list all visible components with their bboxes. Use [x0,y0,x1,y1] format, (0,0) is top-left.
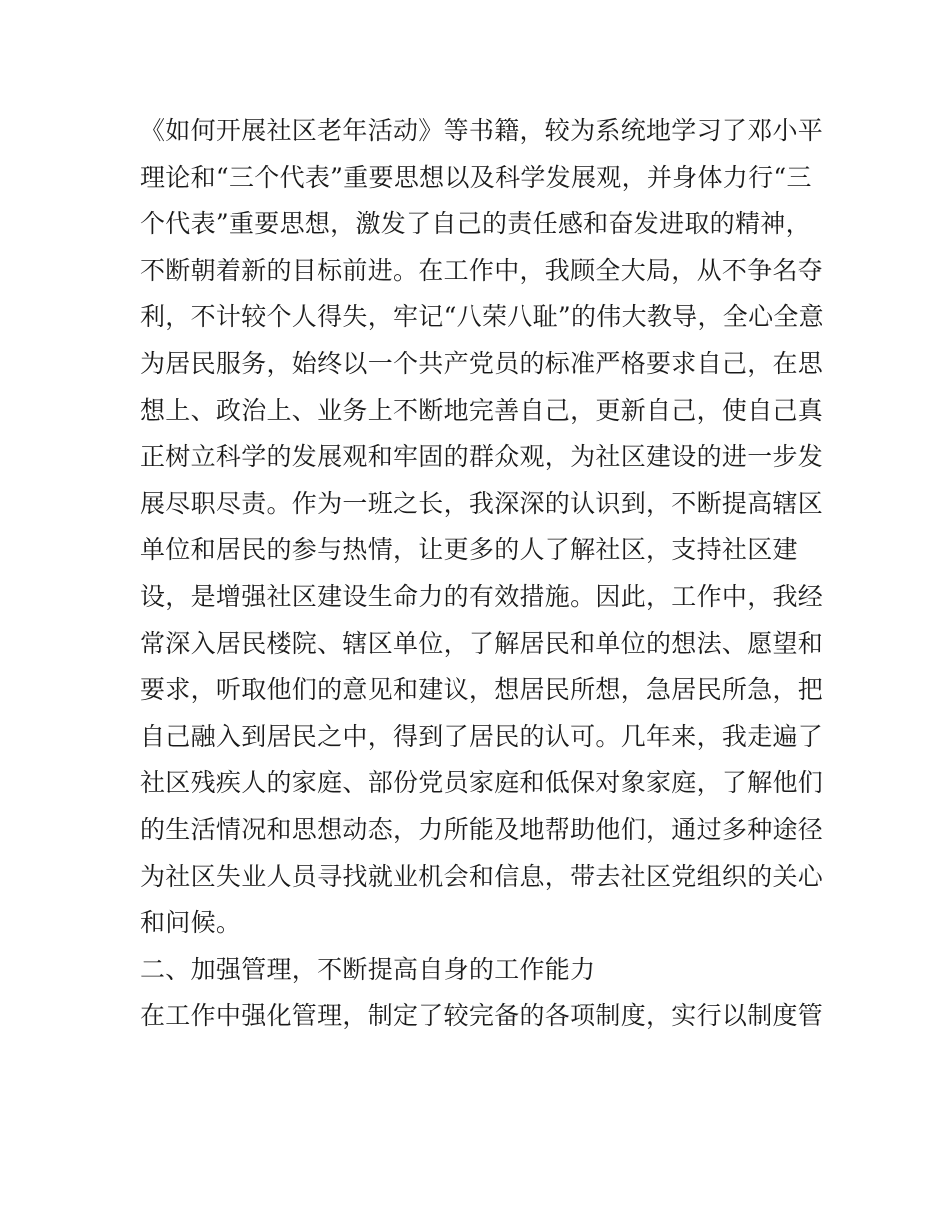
text-line: 单位和居民的参与热情，让更多的人了解社区，支持社区建 [140,535,798,565]
text-line: 想上、政治上、业务上不断地完善自己，更新自己，使自己真 [140,395,824,425]
text-line: 为社区失业人员寻找就业机会和信息，带去社区党组织的关心 [140,861,824,891]
text-line: 和问候。 [140,908,242,938]
text-line: 不断朝着新的目标前进。在工作中，我顾全大局，从不争名夺 [140,255,824,285]
text-line: 的生活情况和思想动态，力所能及地帮助他们，通过多种途径 [140,814,824,844]
text-line: 个代表”重要思想，激发了自己的责任感和奋发进取的精神， [140,209,811,239]
text-line: 理论和“三个代表”重要思想以及科学发展观，并身体力行“三 [140,162,812,192]
text-line: 设，是增强社区建设生命力的有效措施。因此，工作中，我经 [140,581,824,611]
text-line: 常深入居民楼院、辖区单位，了解居民和单位的想法、愿望和 [140,628,824,658]
text-line: 利，不计较个人得失，牢记“八荣八耻”的伟大教导，全心全意 [140,302,824,332]
text-line: 展尽职尽责。作为一班之长，我深深的认识到，不断提高辖区 [140,488,824,518]
text-line: 正树立科学的发展观和牢固的群众观，为社区建设的进一步发 [140,442,824,472]
text-line: 自己融入到居民之中，得到了居民的认可。几年来，我走遍了 [140,721,824,751]
text-line: 为居民服务，始终以一个共产党员的标准严格要求自己，在思 [140,348,824,378]
document-body [140,108,824,1040]
section-heading: 二、加强管理，不断提高自身的工作能力 [140,954,596,984]
text-line: 要求，听取他们的意见和建议，想居民所想，急居民所急，把 [140,675,824,705]
text-line: 社区残疾人的家庭、部份党员家庭和低保对象家庭，了解他们 [140,768,824,798]
text-line: 在工作中强化管理，制定了较完备的各项制度，实行以制度管 [140,1001,824,1031]
text-line: 《如何开展社区老年活动》等书籍，较为系统地学习了邓小平 [140,116,824,145]
